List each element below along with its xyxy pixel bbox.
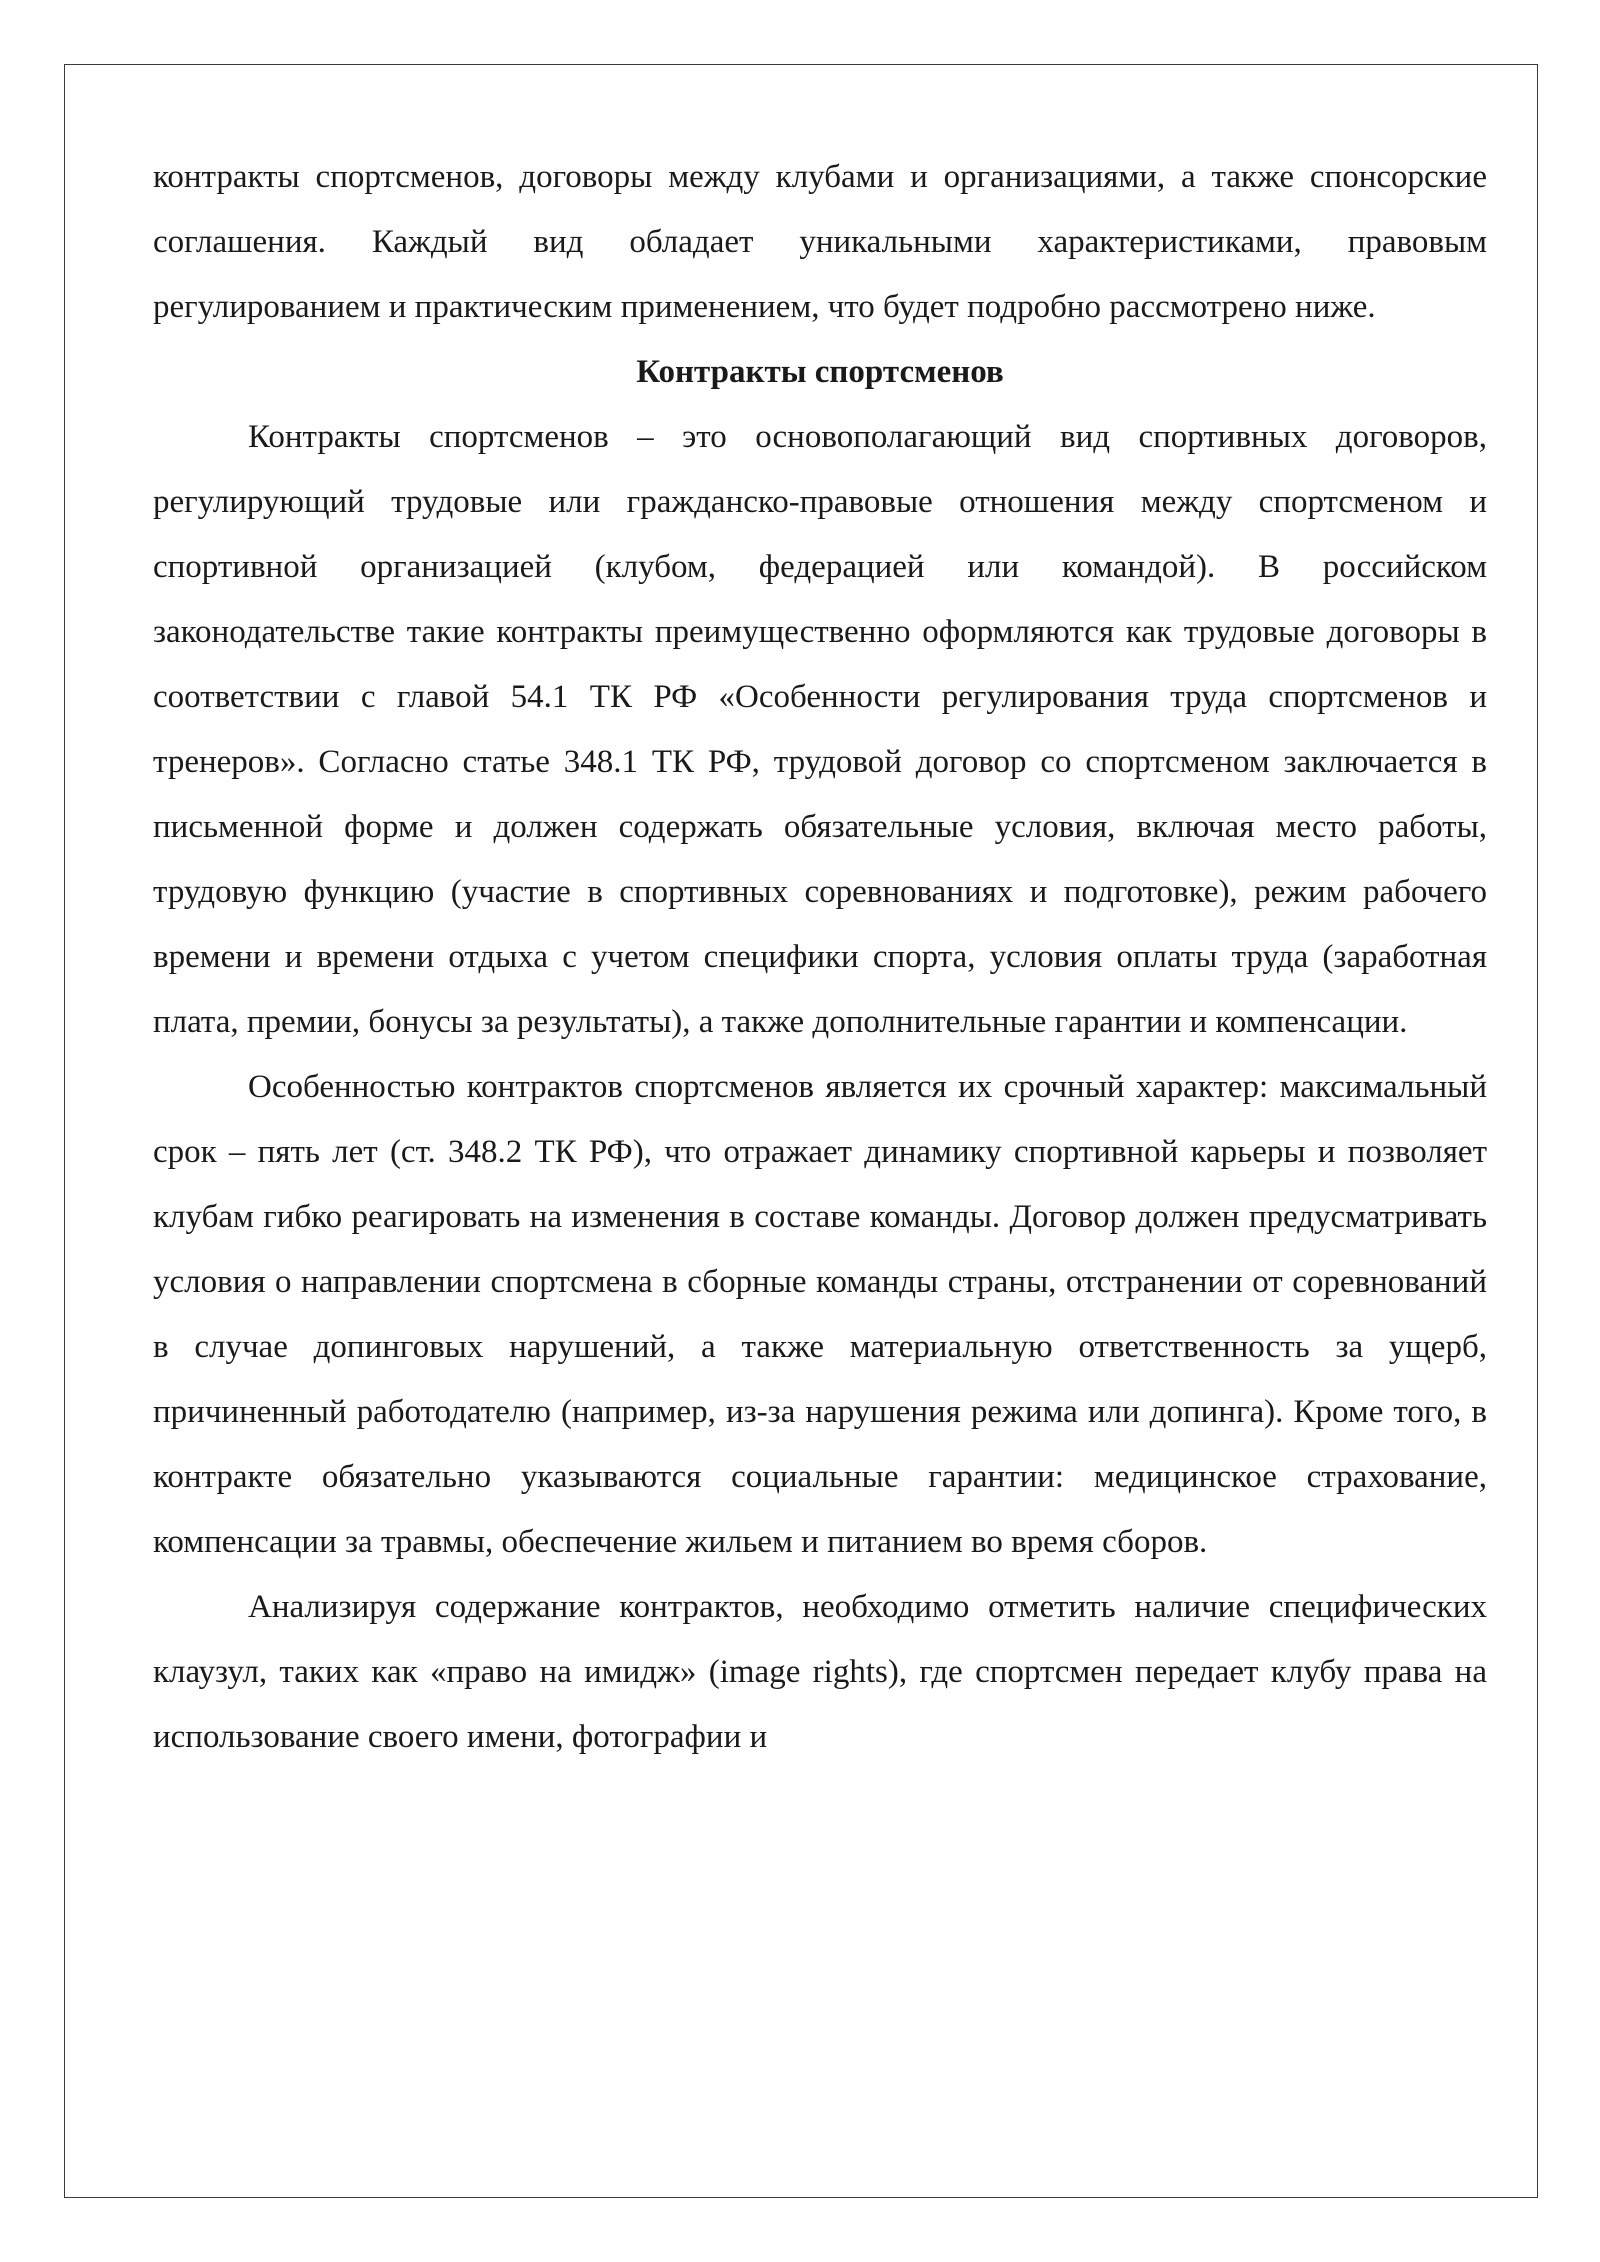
paragraph-contracts-features: Особенностью контрактов спортсменов является их срочный характер: максимальный срок – пять лет (ст. 348.2 ТК РФ), что отражает динамику спортивной карьеры и позволяет клубам гибко реагировать на изменения в составе команды. Договор должен предусматривать условия о направлении спортсмена в сборные команды страны, отстранении от соревнований в случае допинговых нарушений, а также материальную ответственность за ущерб, причиненный работодателю (например, из-за нарушения режима или допинга). Кроме того, в контракте обязательно указываются социальные гарантии: медицинское страхование, компенсации за травмы, обеспечение жильем и питанием во время сборов.: [153, 1069, 1487, 1560]
paragraph-contracts-definition: Контракты спортсменов – это основополагающий вид спортивных договоров, регулирующий трудовые или гражданско-правовые отношения между спортсменом и спортивной организацией (клубом, федерацией или командой). В российском законодательстве такие контракты преимущественно оформляются как трудовые договоры в соответствии с главой 54.1 ТК РФ «Особенности регулирования труда спортсменов и тренеров». Согласно статье 348.1 ТК РФ, трудовой договор со спортсменом заключается в письменной форме и должен содержать обязательные условия, включая место работы, трудовую функцию (участие в спортивных соревнованиях и подготовке), режим рабочего времени и времени отдыха с учетом специфики спорта, условия оплаты труда (заработная плата, премии, бонусы за результаты), а также дополнительные гарантии и компенсации.: [153, 419, 1487, 1040]
paragraph-intro: контракты спортсменов, договоры между клубами и организациями, а также спонсорские соглашения. Каждый вид обладает уникальными характеристиками, правовым регулированием и практическим применением, что будет подробно рассмотрено ниже.: [153, 159, 1487, 325]
paragraph-contracts-analysis: Анализируя содержание контрактов, необходимо отметить наличие специфических клаузул, таких как «право на имидж» (image rights), где спортсмен передает клубу права на использование своего имени, фотографии и: [153, 1589, 1487, 1755]
page-content: [153, 145, 1487, 1770]
section-heading: Контракты спортсменов: [636, 354, 1004, 390]
